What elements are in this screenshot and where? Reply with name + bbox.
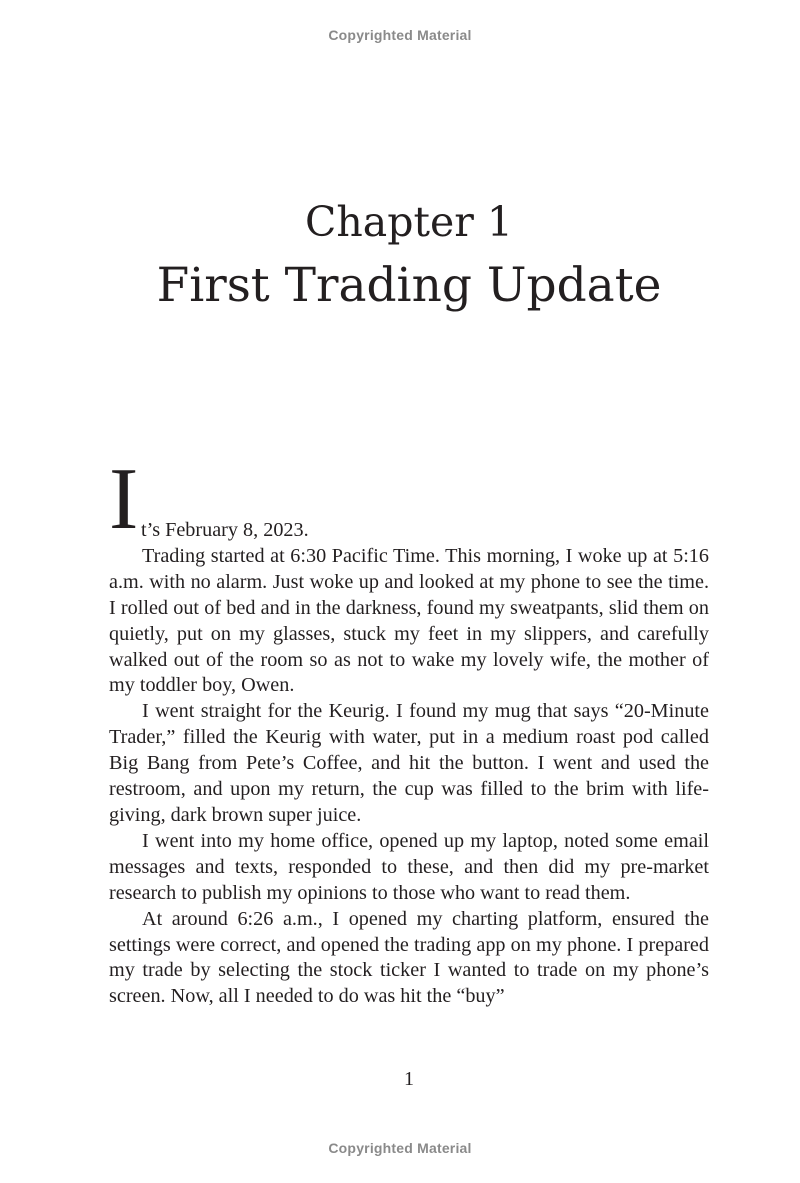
paragraph: Trading started at 6:30 Pacific Time. This morning, I woke up at 5:16 a.m. with no alarm. Just woke up and looked at my phone to see the time. I rolled out of bed and in the darkness, found my sweatpants, slid them on quietly, put on my glasses, stuck my feet in my slippers, and carefully walked out of the room so as not to wake my lovely wife, the mother of my toddler boy, Owen. [109, 544, 709, 697]
page-number: 1 [404, 1068, 414, 1090]
paragraph: I went into my home office, opened up my laptop, noted some email messages and texts, responded to these, and then did my pre-market research to publish my opinions to those who want to read them. [109, 829, 709, 904]
paragraph: I went straight for the Keurig. I found my mug that says “20-Minute Trader,” filled the Keurig with water, put in a medium roast pod called Big Bang from Pete’s Coffee, and hit the button. I went and used the restroom, and upon my return, the cup was filled to the brim with life-giving, dark brown super juice. [109, 700, 709, 826]
paragraph: At around 6:26 a.m., I opened my charting platform, ensured the settings were correct, and opened the trading app on my phone. I prepared my trade by selecting the stock ticker I wanted to trade on my phone’s screen. Now, all I needed to do was hit the “buy” [109, 907, 709, 1008]
chapter-body [109, 451, 709, 1010]
chapter-title: First Trading Update [156, 258, 662, 313]
copyright-header: Copyrighted Material [328, 27, 472, 43]
opening-paragraph [109, 451, 709, 548]
copyright-footer: Copyrighted Material [328, 1140, 472, 1156]
opening-line: t’s February 8, 2023. [141, 519, 309, 541]
drop-cap: I [109, 451, 139, 548]
chapter-number: Chapter 1 [305, 198, 513, 246]
